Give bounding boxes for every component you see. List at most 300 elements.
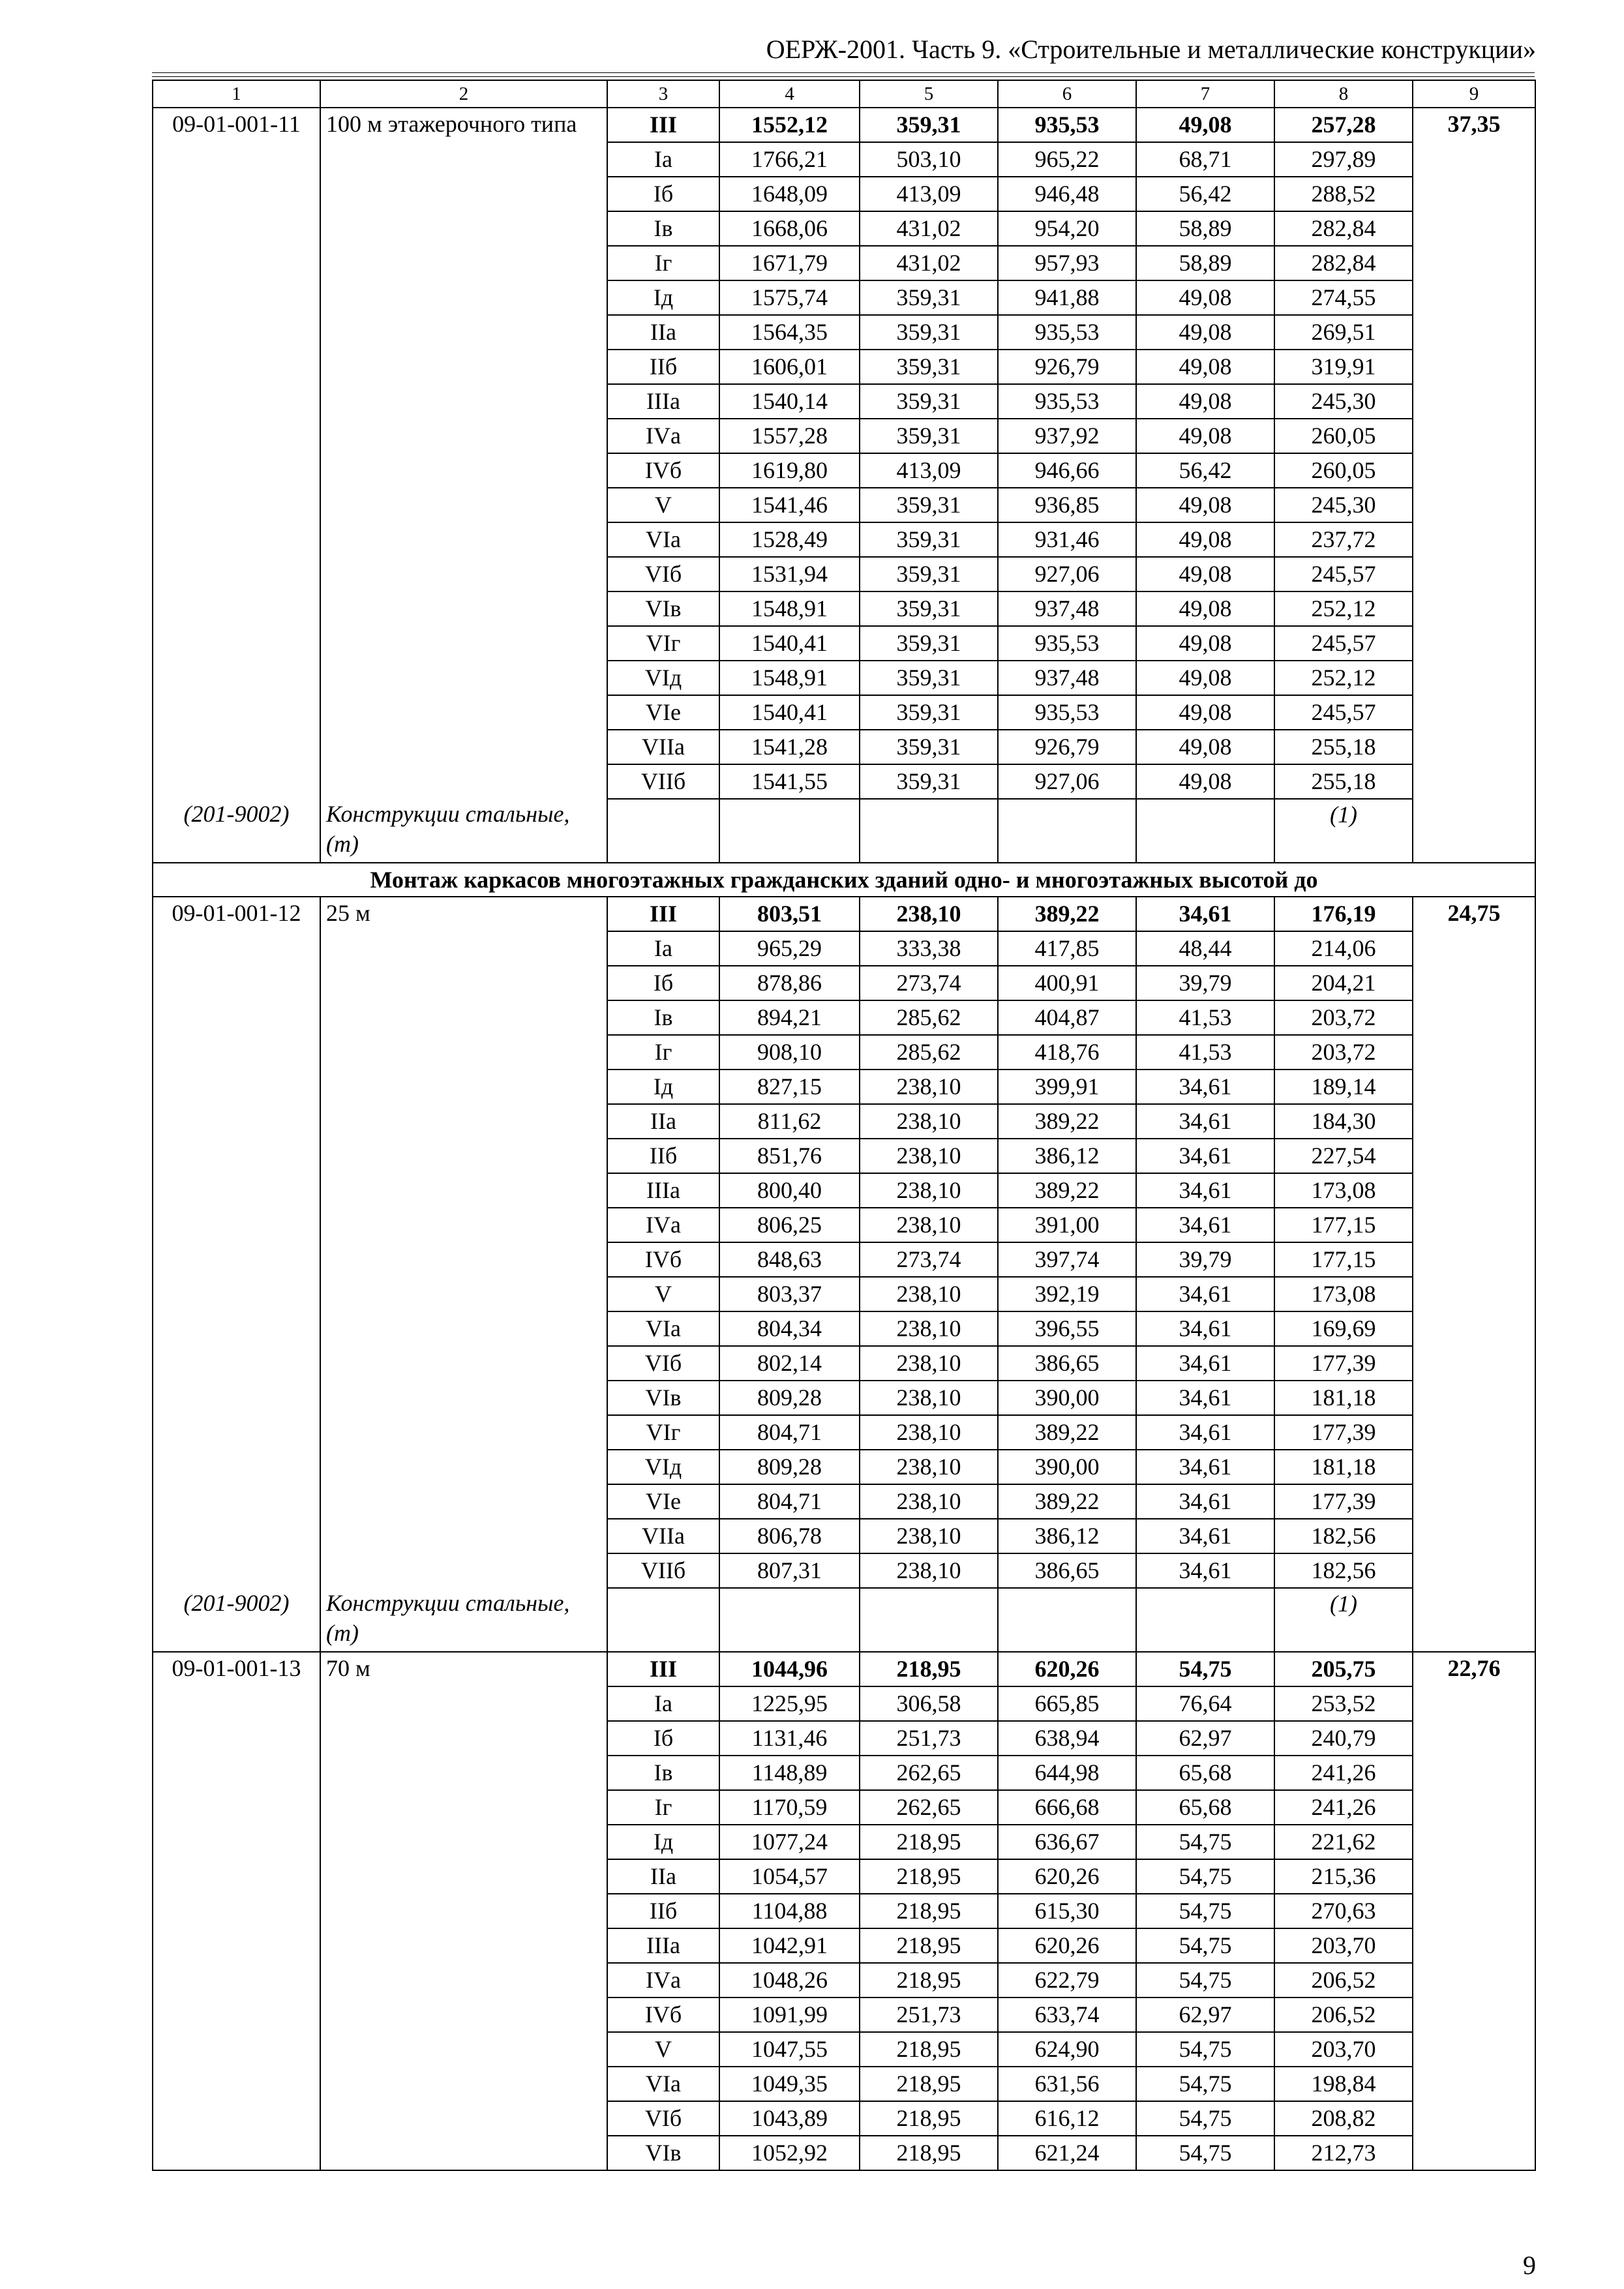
value-cell: 809,28 (719, 1381, 860, 1415)
value-cell: 391,00 (998, 1208, 1136, 1242)
table-row (153, 1104, 1535, 1139)
rate-code-cell (153, 1756, 320, 1790)
table-row (153, 1859, 1535, 1894)
value-cell: 636,67 (998, 1825, 1136, 1859)
rate-code-cell (153, 1277, 320, 1311)
value-cell: 238,10 (860, 1104, 998, 1139)
value-cell: 359,31 (860, 315, 998, 350)
empty-cell (860, 1588, 998, 1652)
value-cell: 34,61 (1136, 1415, 1274, 1450)
zone-code: III (607, 1652, 719, 1686)
rate-name-cell (320, 1000, 607, 1035)
value-cell: 1619,80 (719, 453, 860, 488)
value-cell: 49,08 (1136, 730, 1274, 764)
rate-name-cell (320, 764, 607, 799)
zone-code: VIа (607, 2067, 719, 2101)
value-cell: 49,08 (1136, 764, 1274, 799)
rate-code-cell (153, 1928, 320, 1963)
labor-value-cell (1413, 591, 1535, 626)
value-cell: 802,14 (719, 1346, 860, 1381)
value-cell: 931,46 (998, 522, 1136, 557)
rate-code-cell (153, 1070, 320, 1104)
value-cell: 389,22 (998, 1484, 1136, 1519)
value-cell: 218,95 (860, 2032, 998, 2067)
value-cell: 241,26 (1274, 1790, 1413, 1825)
value-cell: 807,31 (719, 1553, 860, 1588)
zone-code: IIIа (607, 1173, 719, 1208)
value-cell: 252,12 (1274, 661, 1413, 695)
table-row (153, 1721, 1535, 1756)
zone-code: IIIа (607, 384, 719, 419)
value-cell: 270,63 (1274, 1894, 1413, 1928)
rate-name-cell (320, 730, 607, 764)
value-cell: 173,08 (1274, 1277, 1413, 1311)
table-row (153, 1173, 1535, 1208)
value-cell: 253,52 (1274, 1686, 1413, 1721)
rate-name-cell (320, 1450, 607, 1484)
value-cell: 848,63 (719, 1242, 860, 1277)
value-cell: 386,12 (998, 1519, 1136, 1553)
rate-code-cell (153, 1035, 320, 1070)
rate-code-cell (153, 246, 320, 280)
table-row (153, 211, 1535, 246)
value-cell: 218,95 (860, 2136, 998, 2170)
labor-value: 37,35 (1413, 108, 1535, 142)
table-row (153, 897, 1535, 931)
table-row (153, 1825, 1535, 1859)
column-number-row (153, 80, 1535, 108)
value-cell: 386,12 (998, 1139, 1136, 1173)
resource-code: (201-9002) (153, 799, 320, 863)
zone-code: VIIа (607, 1519, 719, 1553)
rate-code-cell (153, 350, 320, 384)
rate-code-cell (153, 1381, 320, 1415)
value-cell: 399,91 (998, 1070, 1136, 1104)
labor-value-cell (1413, 1311, 1535, 1346)
value-cell: 894,21 (719, 1000, 860, 1035)
resource-quantity: (1) (1274, 1588, 1413, 1652)
rate-name-cell (320, 2136, 607, 2170)
labor-value-cell (1413, 661, 1535, 695)
table-row (153, 1997, 1535, 2032)
empty-cell (860, 799, 998, 863)
table-row (153, 1415, 1535, 1450)
rate-code-cell (153, 2136, 320, 2170)
value-cell: 227,54 (1274, 1139, 1413, 1173)
value-cell: 245,57 (1274, 695, 1413, 730)
resource-row (153, 1588, 1535, 1652)
zone-code: Iг (607, 1035, 719, 1070)
empty-cell (1413, 799, 1535, 863)
table-row (153, 1686, 1535, 1721)
value-cell: 34,61 (1136, 1484, 1274, 1519)
value-cell: 49,08 (1136, 108, 1274, 142)
zone-code: IVб (607, 1242, 719, 1277)
value-cell: 624,90 (998, 2032, 1136, 2067)
value-cell: 56,42 (1136, 453, 1274, 488)
empty-cell (1136, 1588, 1274, 1652)
table-row (153, 384, 1535, 419)
value-cell: 811,62 (719, 1104, 860, 1139)
running-header: ОЕРЖ-2001. Часть 9. «Строительные и металлические конструкции» (766, 35, 1536, 64)
value-cell: 49,08 (1136, 384, 1274, 419)
value-cell: 878,86 (719, 966, 860, 1000)
value-cell: 1540,41 (719, 695, 860, 730)
value-cell: 182,56 (1274, 1553, 1413, 1588)
zone-code: IVб (607, 1997, 719, 2032)
labor-value-cell (1413, 211, 1535, 246)
value-cell: 359,31 (860, 419, 998, 453)
value-cell: 218,95 (860, 1825, 998, 1859)
value-cell: 49,08 (1136, 280, 1274, 315)
table-row (153, 522, 1535, 557)
value-cell: 177,39 (1274, 1346, 1413, 1381)
zone-code: III (607, 897, 719, 931)
value-cell: 1148,89 (719, 1756, 860, 1790)
value-cell: 49,08 (1136, 626, 1274, 661)
value-cell: 34,61 (1136, 1070, 1274, 1104)
rate-name-cell (320, 1721, 607, 1756)
rate-name-cell (320, 280, 607, 315)
labor-value-cell (1413, 1139, 1535, 1173)
labor-value-cell (1413, 1173, 1535, 1208)
labor-value-cell (1413, 1035, 1535, 1070)
value-cell: 49,08 (1136, 350, 1274, 384)
rate-name-cell (320, 522, 607, 557)
value-cell: 54,75 (1136, 1652, 1274, 1686)
value-cell: 620,26 (998, 1652, 1136, 1686)
value-cell: 390,00 (998, 1450, 1136, 1484)
table-row (153, 1139, 1535, 1173)
value-cell: 257,28 (1274, 108, 1413, 142)
zone-code: VIв (607, 1381, 719, 1415)
zone-code: VIб (607, 557, 719, 591)
value-cell: 936,85 (998, 488, 1136, 522)
value-cell: 927,06 (998, 557, 1136, 591)
empty-cell (719, 799, 860, 863)
value-cell: 1044,96 (719, 1652, 860, 1686)
value-cell: 319,91 (1274, 350, 1413, 384)
value-cell: 54,75 (1136, 1894, 1274, 1928)
table-row (153, 1242, 1535, 1277)
value-cell: 49,08 (1136, 488, 1274, 522)
rate-name-cell (320, 1381, 607, 1415)
value-cell: 203,70 (1274, 1928, 1413, 1963)
value-cell: 274,55 (1274, 280, 1413, 315)
value-cell: 39,79 (1136, 1242, 1274, 1277)
value-cell: 177,39 (1274, 1415, 1413, 1450)
value-cell: 803,37 (719, 1277, 860, 1311)
rate-code-cell (153, 931, 320, 966)
table-row (153, 315, 1535, 350)
labor-value-cell (1413, 315, 1535, 350)
value-cell: 49,08 (1136, 315, 1274, 350)
section-heading-row (153, 863, 1535, 897)
rate-code-cell (153, 2067, 320, 2101)
labor-value-cell (1413, 1346, 1535, 1381)
zone-code: Iв (607, 1000, 719, 1035)
value-cell: 621,24 (998, 2136, 1136, 2170)
table-row (153, 1894, 1535, 1928)
value-cell: 804,71 (719, 1484, 860, 1519)
zone-code: IVа (607, 1208, 719, 1242)
value-cell: 1541,46 (719, 488, 860, 522)
value-cell: 1552,12 (719, 108, 860, 142)
value-cell: 238,10 (860, 1070, 998, 1104)
column-number: 3 (607, 80, 719, 108)
table-row (153, 764, 1535, 799)
value-cell: 273,74 (860, 966, 998, 1000)
value-cell: 806,25 (719, 1208, 860, 1242)
value-cell: 827,15 (719, 1070, 860, 1104)
value-cell: 359,31 (860, 730, 998, 764)
zone-code: V (607, 488, 719, 522)
rate-code-cell (153, 1450, 320, 1484)
value-cell: 359,31 (860, 626, 998, 661)
table-body (153, 80, 1535, 2170)
value-cell: 34,61 (1136, 1346, 1274, 1381)
labor-value-cell (1413, 1721, 1535, 1756)
value-cell: 218,95 (860, 1894, 998, 1928)
value-cell: 212,73 (1274, 2136, 1413, 2170)
zone-code: VIе (607, 1484, 719, 1519)
column-number: 9 (1413, 80, 1535, 108)
rate-name-cell (320, 1790, 607, 1825)
zone-code: IVб (607, 453, 719, 488)
labor-value-cell (1413, 384, 1535, 419)
rate-name-cell (320, 1208, 607, 1242)
rate-name-cell (320, 626, 607, 661)
value-cell: 255,18 (1274, 730, 1413, 764)
zone-code: IIа (607, 1859, 719, 1894)
value-cell: 238,10 (860, 1139, 998, 1173)
rate-name-cell (320, 488, 607, 522)
zone-code: IIа (607, 315, 719, 350)
rate-code-cell (153, 1997, 320, 2032)
value-cell: 404,87 (998, 1000, 1136, 1035)
rate-code-cell (153, 1242, 320, 1277)
rate-name-cell (320, 246, 607, 280)
value-cell: 965,22 (998, 142, 1136, 177)
value-cell: 431,02 (860, 211, 998, 246)
value-cell: 221,62 (1274, 1825, 1413, 1859)
labor-value-cell (1413, 764, 1535, 799)
value-cell: 1131,46 (719, 1721, 860, 1756)
rate-name-cell (320, 1928, 607, 1963)
value-cell: 198,84 (1274, 2067, 1413, 2101)
rate-code: 09-01-001-12 (153, 897, 320, 931)
value-cell: 946,66 (998, 453, 1136, 488)
value-cell: 620,26 (998, 1859, 1136, 1894)
value-cell: 238,10 (860, 1311, 998, 1346)
table-row (153, 1652, 1535, 1686)
value-cell: 176,19 (1274, 897, 1413, 931)
rate-code-cell (153, 384, 320, 419)
value-cell: 941,88 (998, 280, 1136, 315)
value-cell: 218,95 (860, 1652, 998, 1686)
value-cell: 238,10 (860, 1346, 998, 1381)
value-cell: 245,57 (1274, 626, 1413, 661)
value-cell: 935,53 (998, 695, 1136, 730)
zone-code: Iг (607, 246, 719, 280)
value-cell: 177,39 (1274, 1484, 1413, 1519)
zone-code: VIв (607, 2136, 719, 2170)
value-cell: 1104,88 (719, 1894, 860, 1928)
table-row (153, 1277, 1535, 1311)
rate-code-cell (153, 1173, 320, 1208)
table-row (153, 2067, 1535, 2101)
rate-code-cell (153, 1825, 320, 1859)
value-cell: 238,10 (860, 1277, 998, 1311)
value-cell: 54,75 (1136, 2032, 1274, 2067)
value-cell: 359,31 (860, 108, 998, 142)
rate-name-cell (320, 1173, 607, 1208)
rate-code-cell (153, 1104, 320, 1139)
value-cell: 620,26 (998, 1928, 1136, 1963)
value-cell: 262,65 (860, 1756, 998, 1790)
labor-value-cell (1413, 522, 1535, 557)
rate-code-cell (153, 177, 320, 211)
value-cell: 65,68 (1136, 1790, 1274, 1825)
table-row (153, 1035, 1535, 1070)
value-cell: 359,31 (860, 695, 998, 730)
table-row (153, 2101, 1535, 2136)
value-cell: 34,61 (1136, 1553, 1274, 1588)
value-cell: 49,08 (1136, 522, 1274, 557)
value-cell: 177,15 (1274, 1208, 1413, 1242)
value-cell: 935,53 (998, 315, 1136, 350)
value-cell: 282,84 (1274, 246, 1413, 280)
value-cell: 203,70 (1274, 2032, 1413, 2067)
rate-code-cell (153, 1963, 320, 1997)
value-cell: 359,31 (860, 661, 998, 695)
rate-name-cell (320, 1519, 607, 1553)
labor-value-cell (1413, 1484, 1535, 1519)
value-cell: 333,38 (860, 931, 998, 966)
value-cell: 245,30 (1274, 384, 1413, 419)
value-cell: 644,98 (998, 1756, 1136, 1790)
labor-value-cell (1413, 1997, 1535, 2032)
rate-name-cell (320, 1104, 607, 1139)
labor-value-cell (1413, 419, 1535, 453)
zone-code: VIб (607, 2101, 719, 2136)
value-cell: 218,95 (860, 2101, 998, 2136)
value-cell: 54,75 (1136, 1928, 1274, 1963)
labor-value-cell (1413, 177, 1535, 211)
empty-cell (1413, 1588, 1535, 1652)
rate-code-cell (153, 2101, 320, 2136)
value-cell: 1668,06 (719, 211, 860, 246)
labor-value-cell (1413, 2032, 1535, 2067)
value-cell: 54,75 (1136, 1963, 1274, 1997)
value-cell: 400,91 (998, 966, 1136, 1000)
table-row (153, 661, 1535, 695)
value-cell: 417,85 (998, 931, 1136, 966)
rate-code-cell (153, 1311, 320, 1346)
value-cell: 397,74 (998, 1242, 1136, 1277)
value-cell: 34,61 (1136, 1519, 1274, 1553)
resource-code: (201-9002) (153, 1588, 320, 1652)
rate-code-cell (153, 211, 320, 246)
rate-code-cell (153, 1519, 320, 1553)
zone-code: IIа (607, 1104, 719, 1139)
value-cell: 1557,28 (719, 419, 860, 453)
zone-code: Iа (607, 1686, 719, 1721)
value-cell: 503,10 (860, 142, 998, 177)
value-cell: 935,53 (998, 108, 1136, 142)
rate-name-cell (320, 211, 607, 246)
value-cell: 203,72 (1274, 1035, 1413, 1070)
rate-name-cell (320, 1859, 607, 1894)
table-row (153, 246, 1535, 280)
labor-value: 22,76 (1413, 1652, 1535, 1686)
value-cell: 34,61 (1136, 1311, 1274, 1346)
value-cell: 238,10 (860, 897, 998, 931)
rate-name-cell (320, 1894, 607, 1928)
table-row (153, 1381, 1535, 1415)
zone-code: Iд (607, 1825, 719, 1859)
value-cell: 68,71 (1136, 142, 1274, 177)
zone-code: IIб (607, 350, 719, 384)
value-cell: 957,93 (998, 246, 1136, 280)
zone-code: Iа (607, 931, 719, 966)
value-cell: 218,95 (860, 1859, 998, 1894)
table-row (153, 730, 1535, 764)
value-cell: 208,82 (1274, 2101, 1413, 2136)
value-cell: 181,18 (1274, 1381, 1413, 1415)
value-cell: 359,31 (860, 350, 998, 384)
value-cell: 34,61 (1136, 1208, 1274, 1242)
rate-code-cell (153, 315, 320, 350)
rate-name-cell (320, 931, 607, 966)
zone-code: Iв (607, 211, 719, 246)
rate-code: 09-01-001-11 (153, 108, 320, 142)
value-cell: 926,79 (998, 350, 1136, 384)
value-cell: 34,61 (1136, 1139, 1274, 1173)
table-row (153, 931, 1535, 966)
value-cell: 1575,74 (719, 280, 860, 315)
empty-cell (998, 799, 1136, 863)
value-cell: 58,89 (1136, 211, 1274, 246)
table-row (153, 1519, 1535, 1553)
zone-code: VIIб (607, 764, 719, 799)
zone-code: VIIа (607, 730, 719, 764)
value-cell: 1531,94 (719, 557, 860, 591)
zone-code: VIг (607, 626, 719, 661)
labor-value-cell (1413, 966, 1535, 1000)
table-row (153, 177, 1535, 211)
column-number: 7 (1136, 80, 1274, 108)
value-cell: 631,56 (998, 2067, 1136, 2101)
zone-code: VIг (607, 1415, 719, 1450)
labor-value-cell (1413, 730, 1535, 764)
rate-name-cell (320, 557, 607, 591)
labor-value-cell (1413, 246, 1535, 280)
value-cell: 359,31 (860, 280, 998, 315)
table-row (153, 1790, 1535, 1825)
rate-name-cell (320, 1139, 607, 1173)
value-cell: 1049,35 (719, 2067, 860, 2101)
rate-code-cell (153, 1208, 320, 1242)
rate-code-cell (153, 280, 320, 315)
value-cell: 34,61 (1136, 1381, 1274, 1415)
value-cell: 189,14 (1274, 1070, 1413, 1104)
table-row (153, 2032, 1535, 2067)
empty-cell (607, 1588, 719, 1652)
zone-code: Iб (607, 1721, 719, 1756)
value-cell: 615,30 (998, 1894, 1136, 1928)
rate-name-cell (320, 384, 607, 419)
